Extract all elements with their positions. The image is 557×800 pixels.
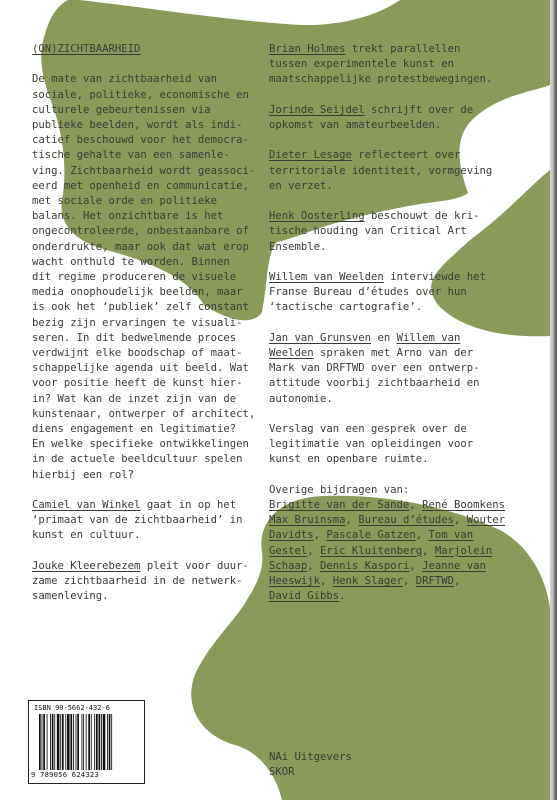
contributor-name: René Boomkens [422,498,506,511]
barcode-bar [77,714,79,770]
barcode-bar [65,714,66,770]
barcode-bar [94,714,95,770]
entry-text: pleit voor duur- zame zichtbaarheid in de netwerk- samenleving. [32,559,249,603]
barcode-bar [42,714,43,770]
isbn-label: ISBN 90-5662-432-6 [34,704,110,712]
contributor-name: Brigitte van der Sande [269,498,410,511]
contributor-name: Max Bruinsma [269,514,346,527]
author-name: Henk Oosterling [269,210,365,223]
entry-text: schrijft over de opkomst van amateurbeelden. [269,103,474,131]
publisher-name: NAi Uitgevers [269,751,352,763]
barcode-bar [43,714,45,770]
barcode-bar [83,714,84,770]
barcode-digits: 9 789056 624323 [31,770,99,779]
contributor-name: Wouter Davidts [269,514,506,542]
intro-paragraph: De mate van zichtbaarheid van sociale, politieke, economische en culturele gebeurtenissen via publieke beelden, wordt als indi- catief beschouwd voor het democra- tische gehalte van een samenle- ving. Zichtbaarheid wordt geassoci- eerd met openheid en communicatie, met sociale orde en politieke balans. Het onzichtbare is het ongecontroleerde, onbestaanbare of onderdrukte, maar ook dat wat erop wacht onthuld te worden. Binnen dit regime produceren de visuele media onophoudelijk beelden, maar is ook het ‘publiek’ zelf constant bezig zijn ervaringen te visuali- seren. In dit bedwelmende proces verdwijnt elke boodschap of maat- schappelijke agenda uit beeld. Wat voor positie heeft de kunst hier- in? Wat kan de inzet zijn van de kunstenaar, ontwerper of architect, diens engagement en legitimatie? En welke specifieke ontwikkelingen in de actuele beeldcultuur spelen hierbij een rol? [32,73,256,481]
entry-oosterling [269,209,519,255]
barcode-bar [52,714,54,770]
barcode-bar [57,714,60,770]
barcode-bar [70,714,72,770]
contributor-name: Pascale Gatzen [326,529,416,542]
contributor-name: Bureau d’études [358,514,454,527]
contributor-name: Eric Kluitenberg [320,544,423,557]
barcode-bar [109,714,111,770]
author-name: Jorinde Seijdel [269,103,365,116]
publisher-partner: SKOR [269,766,295,779]
entry-seijdel [269,103,519,133]
author-name: Willem van Weelden [269,270,384,283]
barcode-bar [54,714,55,770]
entry-text: reflecteert over territoriale identiteit, vormgeving en verzet. [269,149,493,192]
contributor-name: Dennis Kaspori [320,559,410,572]
page-edge [550,0,557,800]
barcode-bar [50,714,51,770]
contributor-name: Tom van Gestel [269,529,474,557]
entry-text: beschouwt de kri- tische houding van Critical Art Ensemble. [269,210,480,253]
entry-text: interviewde het Franse Bureau d’études over hun ‘tactische cartografie’. [269,270,486,314]
left-text-column [32,42,262,620]
barcode-bar [62,714,64,770]
barcode-bar [39,714,41,770]
entry-van-winkel [32,498,262,544]
barcode-bar [99,714,101,770]
barcode-bar [76,714,77,770]
contributors-list: Brigitte van der Sande, René Boomkens Max Bruinsma, Bureau d’études, Wouter Davidts, Pascale Gatzen, Tom van Gestel, Eric Kluitenberg, Marjolein Schaap, Dennis Kaspori, Jeanne van Heeswijk, Henk Slager, DRFTWD, David Gibbs. [269,498,506,603]
entry-van-weelden [269,270,519,316]
barcode-bar [91,714,92,770]
author-name: Weelden [269,346,314,359]
barcode-bar [88,714,90,770]
barcode-bar [67,714,70,770]
report-paragraph: Verslag van een gesprek over de legitimatie van opleidingen voor kunst en openbare ruimte. [269,422,474,466]
other-contributions-intro: Overige bijdragen van: [269,483,410,496]
author-name: Jouke Kleerebezem [32,559,141,572]
publisher-block [269,750,469,780]
contributor-name: Jeanne van Heeswijk [269,559,486,587]
contributor-name: David Gibbs [269,590,340,603]
contributor-name: DRFTWD [415,575,455,587]
barcode-bar [86,714,87,770]
contributor-name: Henk Slager [332,575,403,587]
author-name: Camiel van Winkel [32,499,141,512]
barcode-bar [47,714,48,770]
contributor-name: Marjolein Schaap [269,544,493,572]
entry-lesage [269,148,519,194]
barcode-bar [103,714,106,770]
entry-kleerebezem [32,559,262,605]
entry-text: trekt parallellen tussen experimentele kunst en maatschappelijke protestbewegingen. [269,43,493,86]
barcode-bar [96,714,98,770]
entry-text: spraken met Arno van der Mark van DRFTWD over een ontwerp- attitude voorbij zichtbaarheid en autonomie. [269,346,480,405]
isbn-barcode-box [28,700,145,784]
entry-holmes [269,42,519,88]
right-text-column [269,42,519,620]
barcode-bar [107,714,108,770]
other-contributions [269,483,519,605]
author-name: Willem van [396,331,461,344]
barcode-bar [111,714,112,770]
barcode-bar [60,714,61,770]
barcode-bar [73,714,74,770]
barcode-bar [101,714,102,770]
book-title: (ON)ZICHTBAARHEID [32,43,141,55]
barcode-bar [82,714,83,770]
entry-grunsven-weelden: Jan van Grunsven en Willem van Weelden spraken met Arno van der Mark van DRFTWD over een ontwerp- attitude voorbij zichtbaarheid en autonomie. [269,331,480,405]
author-name: Brian Holmes [269,43,346,55]
barcode-graphic [39,714,135,770]
author-name: Jan van Grunsven [269,331,372,344]
entry-text: gaat in op het ‘primaat van de zichtbaarheid’ in kunst en cultuur. [32,499,243,542]
author-name: Dieter Lesage [269,149,352,162]
